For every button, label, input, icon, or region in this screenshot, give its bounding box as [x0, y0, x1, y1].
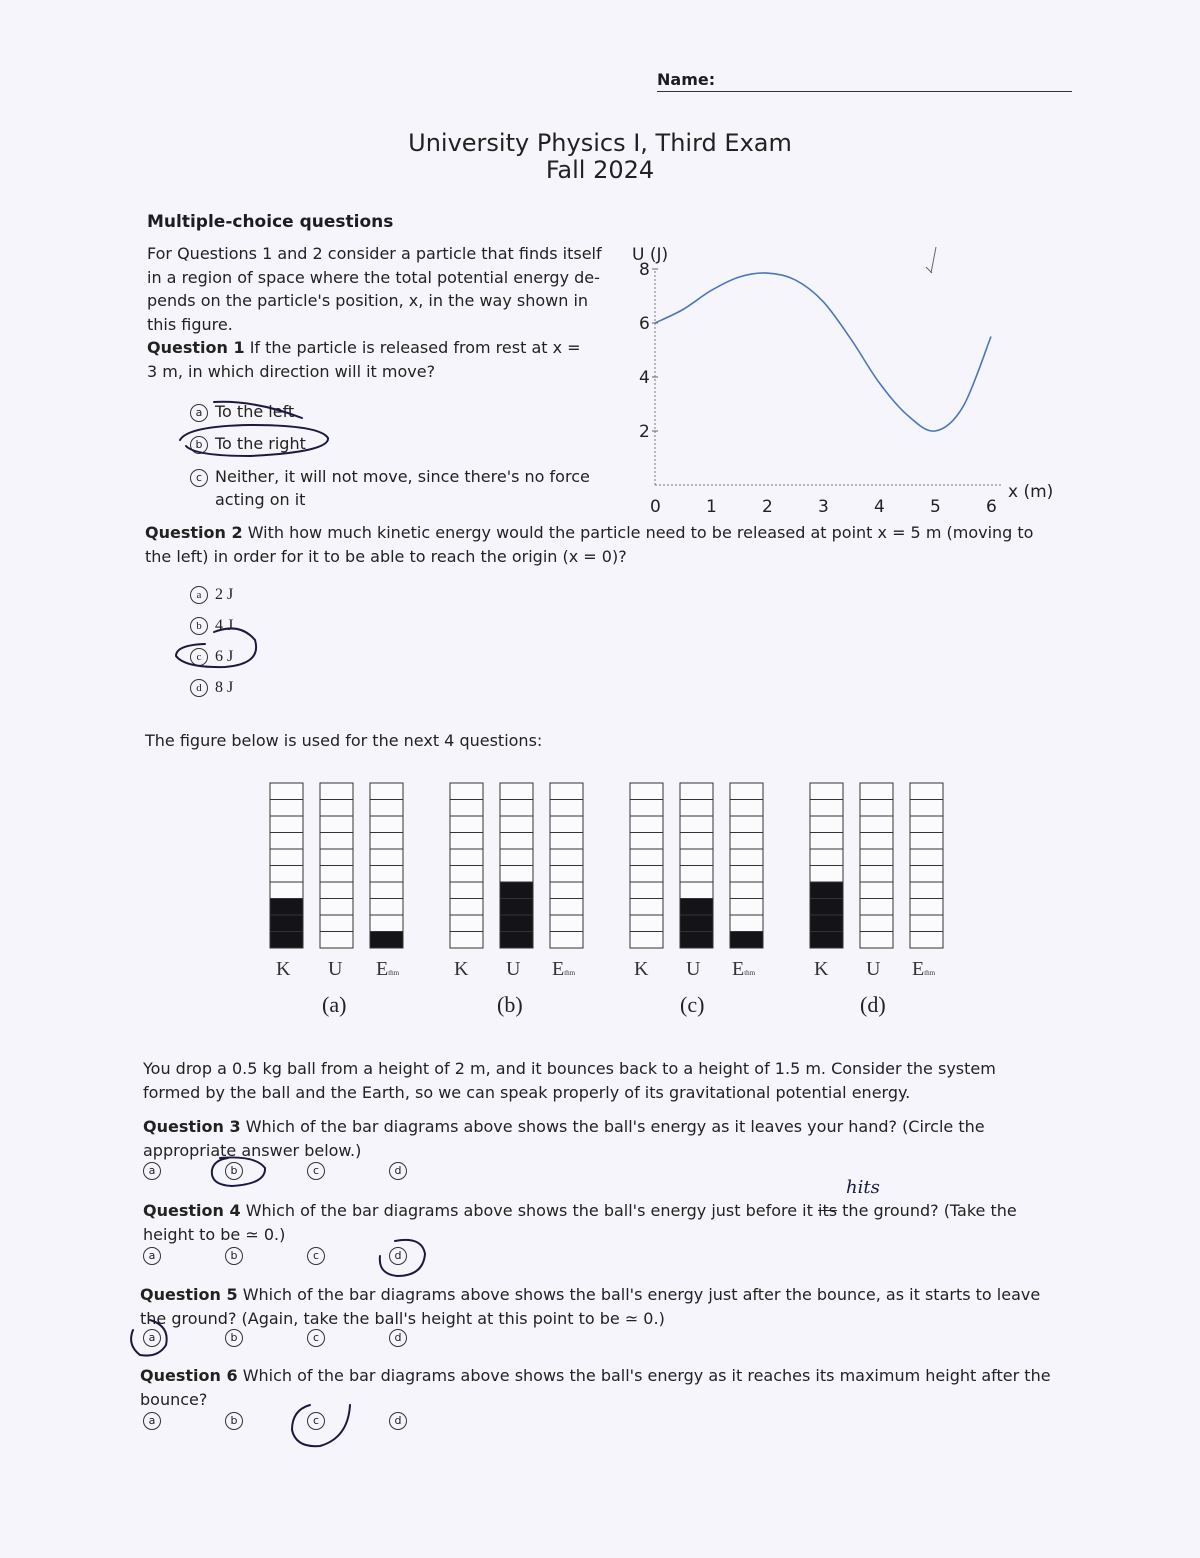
q2-option-a-text: 2 J	[215, 586, 234, 603]
q2-option-c-text: 6 J	[215, 648, 234, 665]
label-e: E	[552, 958, 565, 980]
q1-option-b-text: To the right	[215, 434, 306, 453]
ball-intro-line-2: formed by the ball and the Earth, so we can speak properly of its gravitational potential energy.	[143, 1082, 911, 1102]
q6-text: Which of the bar diagrams above shows the ball's energy as it reaches its maximum height after the	[242, 1366, 1051, 1385]
option-letter: c	[190, 648, 208, 666]
label-e-sub: thm	[564, 969, 576, 977]
option-letter: d	[190, 679, 208, 697]
label-u-c: U	[686, 958, 701, 980]
q4-handwritten-correction: hits	[846, 1177, 880, 1198]
option-letter: b	[190, 436, 208, 454]
q1-option-c-text: Neither, it will not move, since there's no force	[215, 467, 590, 486]
intro-line-2: in a region of space where the total potential energy de-	[147, 267, 600, 287]
q6-label: Question 6	[140, 1366, 238, 1385]
q4-choice-c[interactable]: c	[307, 1247, 325, 1265]
q4-label: Question 4	[143, 1201, 241, 1220]
q5-choice-d[interactable]: d	[389, 1329, 407, 1347]
label-k-a: K	[276, 958, 291, 980]
q1-option-c-text-2: acting on it	[215, 490, 306, 509]
q3-choice-a[interactable]: a	[143, 1162, 161, 1180]
label-k-b: K	[454, 958, 469, 980]
name-label: Name:	[657, 70, 716, 89]
q4-struck-word: its	[818, 1201, 838, 1220]
x-tick-label: 5	[930, 497, 941, 517]
chart-xlabel: x (m)	[1008, 482, 1054, 502]
q2-label: Question 2	[145, 523, 243, 542]
q2-option-b-text: 4 J	[215, 617, 234, 634]
x-tick-label: 3	[818, 497, 829, 517]
q5-choice-b[interactable]: b	[225, 1329, 243, 1347]
q6-choice-c[interactable]: c	[307, 1412, 325, 1430]
q1-line-2: 3 m, in which direction will it move?	[147, 361, 436, 381]
q3-answer-circle	[212, 1157, 265, 1186]
q5-answer-circle	[131, 1320, 167, 1356]
q1-text: If the particle is released from rest at x =	[249, 338, 581, 357]
option-letter: a	[190, 586, 208, 604]
panel-label-c: (c)	[680, 992, 705, 1017]
ball-intro-line-1: You drop a 0.5 kg ball from a height of 2 m, and it bounces back to a height of 1.5 m. Consider the system	[143, 1059, 996, 1078]
q3-choice-b[interactable]: b	[225, 1162, 243, 1180]
q2-text: With how much kinetic energy would the particle need to be released at point x = 5 m (moving to	[247, 523, 1034, 542]
q4-line-2: height to be ≃ 0.)	[143, 1224, 286, 1244]
q1-answer-circle	[180, 425, 328, 456]
q5-choice-a[interactable]: a	[143, 1329, 161, 1347]
label-e: E	[732, 958, 745, 980]
q3-choice-d[interactable]: d	[389, 1162, 407, 1180]
option-letter: b	[190, 617, 208, 635]
label-e-sub: thm	[744, 969, 756, 977]
intro-line-4: this figure.	[147, 314, 233, 334]
x-tick-label: 1	[706, 497, 717, 517]
q4-choice-b[interactable]: b	[225, 1247, 243, 1265]
label-e: E	[912, 958, 925, 980]
panel-label-b: (b)	[497, 992, 523, 1017]
panel-label-a: (a)	[322, 992, 347, 1017]
panel-label-d: (d)	[860, 992, 886, 1017]
x-tick-label: 0	[650, 497, 661, 517]
figure-intro: The figure below is used for the next 4 questions:	[145, 731, 543, 750]
q5-text: Which of the bar diagrams above shows the ball's energy just after the bounce, as it starts to leave	[242, 1285, 1041, 1304]
q6-choice-b[interactable]: b	[225, 1412, 243, 1430]
section-title: Multiple-choice questions	[147, 212, 394, 232]
q6-line-2: bounce?	[140, 1389, 208, 1409]
label-u-b: U	[506, 958, 521, 980]
title-line-2: Fall 2024	[545, 156, 655, 184]
q3-text: Which of the bar diagrams above shows the ball's energy as it leaves your hand? (Circle the	[245, 1117, 985, 1136]
label-u-d: U	[866, 958, 881, 980]
q1-option-a-underline-mark	[214, 402, 302, 418]
q4-choice-d[interactable]: d	[389, 1247, 407, 1265]
q2-answer-circle	[176, 628, 256, 667]
label-k-d: K	[814, 958, 829, 980]
q5-label: Question 5	[140, 1285, 238, 1304]
q3-choice-c[interactable]: c	[307, 1162, 325, 1180]
label-e-sub: thm	[388, 969, 400, 977]
x-tick-label: 2	[762, 497, 773, 517]
q1-label: Question 1	[147, 338, 245, 357]
label-u-a: U	[328, 958, 343, 980]
q5-choice-c[interactable]: c	[307, 1329, 325, 1347]
label-e-sub: thm	[924, 969, 936, 977]
x-tick-label: 4	[874, 497, 885, 517]
option-letter: a	[190, 404, 208, 422]
title-line-1: University Physics I, Third Exam	[408, 129, 792, 157]
y-tick-label: 6	[639, 314, 650, 334]
option-letter: c	[190, 469, 208, 487]
q4-text-b: the ground? (Take the	[842, 1201, 1017, 1220]
chart-ylabel: U (J)	[632, 245, 669, 265]
x-tick-label: 6	[986, 497, 997, 517]
q4-text-a: Which of the bar diagrams above shows the ball's energy just before it	[245, 1201, 813, 1220]
q4-answer-circle	[380, 1240, 425, 1276]
intro-line-1: For Questions 1 and 2 consider a particle that finds itself	[147, 244, 602, 263]
q4-choice-a[interactable]: a	[143, 1247, 161, 1265]
y-tick-label: 4	[639, 368, 650, 388]
intro-line-3: pends on the particle's position, x, in the way shown in	[147, 291, 589, 310]
y-tick-label: 8	[639, 260, 650, 280]
q3-line-2: appropriate answer below.)	[143, 1140, 362, 1160]
q2-line-2: the left) in order for it to be able to reach the origin (x = 0)?	[145, 546, 627, 566]
label-e: E	[376, 958, 389, 980]
q5-line-2: the ground? (Again, take the ball's height at this point to be ≃ 0.)	[140, 1308, 665, 1328]
q6-answer-circle	[292, 1405, 350, 1446]
q1-option-a-text: To the left	[215, 402, 295, 421]
q6-choice-d[interactable]: d	[389, 1412, 407, 1430]
q6-choice-a[interactable]: a	[143, 1412, 161, 1430]
q2-option-d-text: 8 J	[215, 679, 234, 696]
label-k-c: K	[634, 958, 649, 980]
q3-label: Question 3	[143, 1117, 241, 1136]
y-tick-label: 2	[639, 422, 650, 442]
